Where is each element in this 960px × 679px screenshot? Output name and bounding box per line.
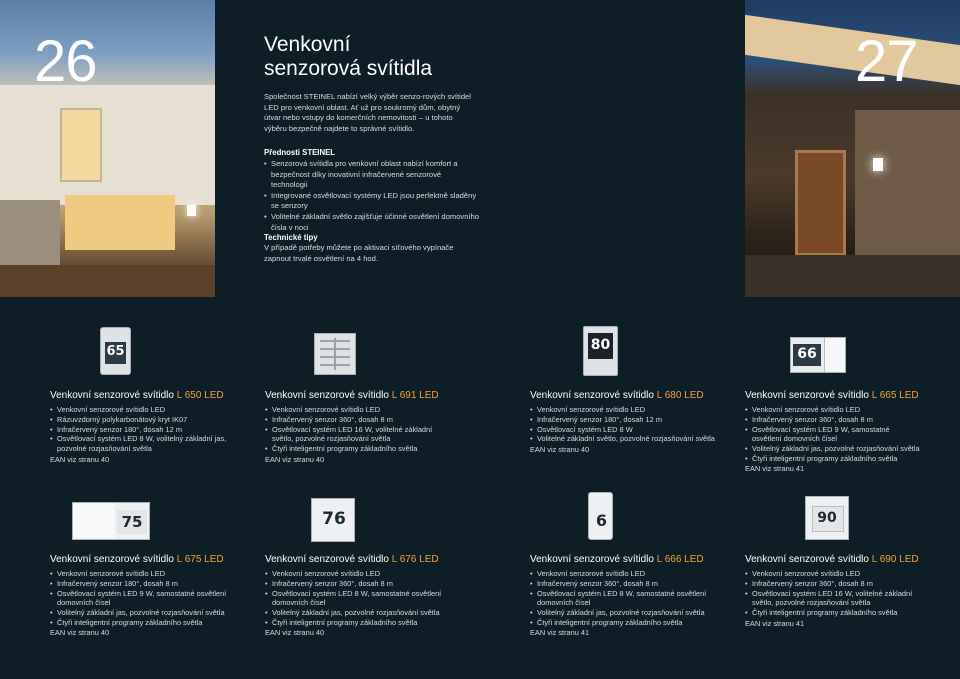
lamp-l690-image [805,496,849,540]
list-item: • Osvětlovací systém LED 16 W, volitelné základní světlo, pozvolné rozjasňování světla [745,589,920,609]
product-ean: EAN viz stranu 41 [745,619,805,628]
lamp-l650-image [100,327,131,375]
list-item: • Venkovní senzorové svítidlo LED [745,405,920,415]
lamp-l675-image [72,502,150,540]
list-item: • Osvětlovací systém LED 8 W [530,425,730,435]
product-code: L 650 LED [176,390,224,401]
list-item: • Infračervený senzor 360°, dosah 8 m [745,579,920,589]
house-photo-left [0,0,215,297]
list-item: • Čtyři inteligentní programy základního světla [530,618,715,628]
list-item: • Rázuvzdorný polykarbonátový kryt IK07 [50,415,245,425]
product-ean: EAN viz stranu 40 [50,455,110,464]
product-title [530,390,704,401]
list-item: • Infračervený senzor 180°, dosah 8 m [50,579,235,589]
list-item: • Infračervený senzor 360°, dosah 8 m [265,579,450,589]
product-code: L 690 LED [871,554,919,565]
house-facade [0,85,215,205]
product-code: L 675 LED [176,554,224,565]
house-number: 76 [322,509,346,529]
list-item: • Infračervený senzor 180°, dosah 12 m [530,415,730,425]
list-item: • Volitelné základní světlo, pozvolné rozjasňování světla [530,434,730,444]
list-item: • Integrované osvětlovací systémy LED jsou perfektně sladěny se senzory [264,191,479,212]
house-ground [0,265,215,297]
product-name: Venkovní senzorové svítidlo [530,554,654,565]
lamp-glow [873,158,883,171]
product-name: Venkovní senzorové svítidlo [50,390,174,401]
tips-text: V případě potřeby můžete po aktivaci síťového vypínače zapnout trvalé osvětlení na 4 hod. [264,243,454,263]
product-code: L 666 LED [656,554,704,565]
page-title-line2: senzorová svítidla [264,57,433,80]
house-number: 66 [797,346,817,362]
product-name: Venkovní senzorové svítidlo [745,554,869,565]
product-features [745,405,920,464]
lamp-body [824,338,845,372]
product-ean: EAN viz stranu 40 [265,455,325,464]
list-item: • Venkovní senzorové svítidlo LED [265,569,450,579]
product-features [745,569,920,618]
product-name: Venkovní senzorové svítidlo [745,390,869,401]
list-item: • Volitelný základní jas, pozvolné rozjasňování světla [50,608,235,618]
product-code: L 691 LED [391,390,439,401]
list-item: • Osvětlovací systém LED 16 W, volitelné základní světlo, pozvolné rozjasňování světla [265,425,450,445]
product-features [530,405,730,444]
product-name: Venkovní senzorové svítidlo [265,554,389,565]
advantages-title: Přednosti STEINEL [264,148,336,157]
list-item: • Infračervený senzor 360°, dosah 8 m [265,415,450,425]
product-ean: EAN viz stranu 40 [265,628,325,637]
list-item: • Osvětlovací systém LED 8 W, samostatné osvětlení domovních čísel [530,589,715,609]
product-code: L 676 LED [391,554,439,565]
list-item: • Venkovní senzorové svítidlo LED [50,405,245,415]
list-item: • Volitelný základní jas, pozvolné rozjasňování světla [265,608,450,618]
list-item: • Venkovní senzorové svítidlo LED [265,405,450,415]
house-window [60,108,102,182]
list-item: • Osvětlovací systém LED 8 W, samostatné osvětlení domovních čísel [265,589,450,609]
lamp-l665-image [790,337,846,373]
product-title [745,554,919,565]
list-item: • Osvětlovací systém LED 9 W, samostatné osvětlení domovních čísel [50,589,235,609]
list-item: • Čtyři inteligentní programy základního světla [265,444,450,454]
list-item: • Senzorová svítidla pro venkovní oblast nabízí komfort a bezpečnost díky inovativní infračervené senzorové technologii [264,159,479,191]
list-item: • Venkovní senzorové svítidlo LED [530,405,730,415]
list-item: • Osvětlovací systém LED 9 W, samostatné osvětlení domovních čísel [745,425,920,445]
product-features [50,569,235,628]
product-name: Venkovní senzorové svítidlo [265,390,389,401]
lamp-l666-image [588,492,613,540]
house-number: 6 [595,511,608,530]
list-item: • Venkovní senzorové svítidlo LED [50,569,235,579]
house-window-lit [65,195,175,250]
grille-line [334,338,336,370]
product-title [530,554,704,565]
list-item: • Venkovní senzorové svítidlo LED [530,569,715,579]
product-ean: EAN viz stranu 41 [745,464,805,473]
lamp-glow [187,205,196,216]
product-title [745,390,919,401]
product-title [265,554,439,565]
house-roof [745,15,960,85]
product-features [530,569,715,628]
product-title [50,554,224,565]
list-item: • Volitelný základní jas, pozvolné rozjasňování světla [745,444,920,454]
house-number: 65 [106,344,125,359]
list-item: • Venkovní senzorové svítidlo LED [745,569,920,579]
product-name: Venkovní senzorové svítidlo [530,390,654,401]
intro-text: Společnost STEINEL nabízí velký výběr senzo-rových svítidel LED pro venkovní oblast. Ať už pro soukromý dům, obytný útvar nebo vstupy do komerčních nemovitostí – u tohoto výběru bezpečně najdete to správné svítidlo. [264,92,471,133]
list-item: • Čtyři inteligentní programy základního světla [745,608,920,618]
product-name: Venkovní senzorové svítidlo [50,554,174,565]
list-item: • Volitelné základní světlo zajišťuje účinné osvětlení domovního čísla v noci [264,212,479,233]
list-item: • Čtyři inteligentní programy základního světla [745,454,920,464]
list-item: • Volitelný základní jas, pozvolné rozjasňování světla [530,608,715,618]
page-title-line1: Venkovní [264,33,351,56]
product-code: L 680 LED [656,390,704,401]
product-features [50,405,245,454]
product-features [265,405,450,454]
lamp-l691-image [314,333,356,375]
lamp-l676-image [311,498,355,542]
list-item: • Infračervený senzor 360°, dosah 8 m [530,579,715,589]
lamp-body [73,503,115,539]
product-title [50,390,224,401]
list-item: • Osvětlovací systém LED 8 W, volitelný základní jas, pozvolné rozjasňování světla [50,434,245,454]
house-number: 75 [121,513,143,531]
product-ean: EAN viz stranu 40 [530,445,590,454]
advantages-list [264,159,479,233]
house-wall [855,110,960,260]
list-item: • Čtyři inteligentní programy základního světla [50,618,235,628]
list-item: • Infračervený senzor 360°, dosah 8 m [745,415,920,425]
house-ground [745,255,960,297]
tips-title: Technické tipy [264,233,318,242]
product-features [265,569,450,628]
house-door [795,150,846,256]
house-number: 90 [817,510,837,526]
house-number: 80 [590,337,611,353]
house-photo-right [745,0,960,297]
page-number-right: 27 [855,29,918,94]
list-item: • Infračervený senzor 180°, dosah 12 m [50,425,245,435]
product-ean: EAN viz stranu 40 [50,628,110,637]
product-ean: EAN viz stranu 41 [530,628,590,637]
product-code: L 665 LED [871,390,919,401]
product-title [265,390,439,401]
list-item: • Čtyři inteligentní programy základního světla [265,618,450,628]
lamp-l680-image [583,326,618,376]
page-number-left: 26 [34,29,97,94]
